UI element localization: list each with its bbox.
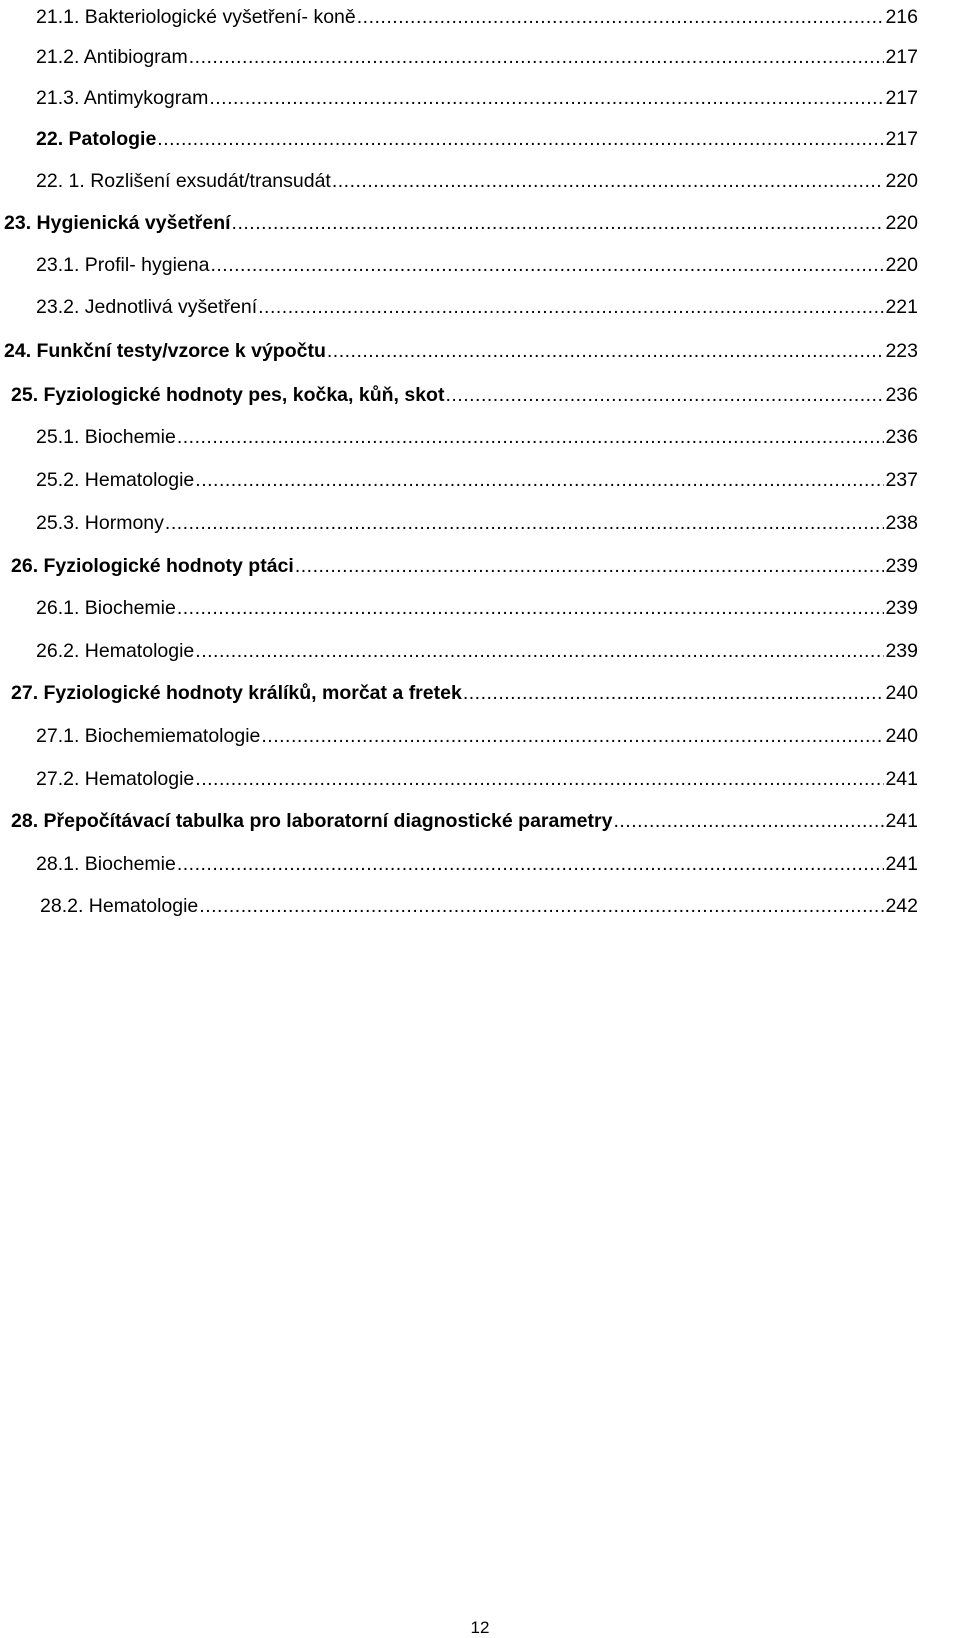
toc-entry-page: 239: [885, 640, 918, 662]
toc-dot-leader: [445, 378, 884, 412]
toc-dot-leader: [195, 463, 884, 497]
toc-entry[interactable]: [36, 248, 918, 282]
toc-entry-title: 26.1. Biochemie: [36, 597, 176, 619]
toc-entry-page: 240: [885, 725, 918, 747]
toc-dot-leader: [195, 762, 884, 796]
toc-entry-page: 241: [885, 768, 918, 790]
toc-entry-title: 21.3. Antimykogram: [36, 87, 209, 109]
toc-dot-leader: [209, 81, 884, 115]
toc-entry[interactable]: [36, 463, 918, 497]
toc-entry-title: 27.2. Hematologie: [36, 768, 195, 790]
toc-entry[interactable]: [4, 334, 918, 368]
toc-entry[interactable]: [36, 40, 918, 74]
toc-entry-title: 25. Fyziologické hodnoty pes, kočka, kůň, skot: [11, 384, 445, 406]
toc-entry[interactable]: [36, 0, 918, 34]
toc-dot-leader: [195, 634, 884, 668]
toc-entry[interactable]: [36, 122, 918, 156]
toc-dot-leader: [177, 847, 885, 881]
toc-entry-title: 23.2. Jednotlivá vyšetření: [36, 296, 258, 318]
toc-dot-leader: [177, 591, 885, 625]
toc-entry-title: 25.2. Hematologie: [36, 469, 195, 491]
toc-dot-leader: [157, 122, 884, 156]
toc-entry[interactable]: [36, 719, 918, 753]
toc-dot-leader: [357, 0, 885, 34]
toc-entry-title: 22. Patologie: [36, 128, 157, 150]
toc-entry-title: 28.1. Biochemie: [36, 853, 176, 875]
toc-entry-page: 236: [885, 384, 918, 406]
toc-entry-page: 221: [885, 296, 918, 318]
toc-entry[interactable]: [40, 889, 918, 923]
toc-entry[interactable]: [36, 634, 918, 668]
toc-dot-leader: [177, 420, 885, 454]
toc-entry-page: 236: [885, 426, 918, 448]
toc-entry[interactable]: [36, 164, 918, 198]
toc-entry-page: 239: [885, 597, 918, 619]
toc-entry-page: 239: [885, 555, 918, 577]
toc-entry[interactable]: [36, 420, 918, 454]
toc-dot-leader: [189, 40, 885, 74]
toc-entry-title: 26. Fyziologické hodnoty ptáci: [11, 555, 294, 577]
toc-entry-title: 25.1. Biochemie: [36, 426, 176, 448]
toc-dot-leader: [295, 549, 885, 583]
toc-dot-leader: [613, 804, 884, 838]
toc-entry-title: 21.1. Bakteriologické vyšetření- koně: [36, 6, 356, 28]
page-number: 12: [470, 1618, 490, 1637]
toc-entry[interactable]: [36, 81, 918, 115]
toc-entry-page: 223: [885, 340, 918, 362]
toc-entry[interactable]: [4, 206, 918, 240]
toc-entry-title: 26.2. Hematologie: [36, 640, 195, 662]
toc-dot-leader: [261, 719, 884, 753]
toc-entry-page: 220: [885, 170, 918, 192]
toc-entry-page: 216: [885, 6, 918, 28]
toc-entry-page: 238: [885, 512, 918, 534]
toc-dot-leader: [258, 290, 884, 324]
toc-entry-page: 240: [885, 682, 918, 704]
toc-entry-page: 237: [885, 469, 918, 491]
toc-entry[interactable]: [36, 591, 918, 625]
toc-entry-page: 220: [885, 212, 918, 234]
toc-entry-page: 220: [885, 254, 918, 276]
toc-dot-leader: [232, 206, 885, 240]
toc-entry-page: 217: [885, 128, 918, 150]
toc-entry[interactable]: [11, 549, 918, 583]
toc-entry-page: 241: [885, 810, 918, 832]
toc-entry[interactable]: [11, 804, 918, 838]
toc-entry[interactable]: [36, 506, 918, 540]
toc-entry-title: 23. Hygienická vyšetření: [4, 212, 231, 234]
toc-entry-title: 25.3. Hormony: [36, 512, 164, 534]
toc-entry-title: 27.1. Biochemiematologie: [36, 725, 261, 747]
toc-dot-leader: [210, 248, 884, 282]
toc-entry[interactable]: [11, 676, 918, 710]
toc-dot-leader: [199, 889, 884, 923]
toc-entry-page: 242: [885, 895, 918, 917]
toc-entry[interactable]: [11, 378, 918, 412]
toc-entry-title: 23.1. Profil- hygiena: [36, 254, 210, 276]
toc-dot-leader: [327, 334, 885, 368]
toc-dot-leader: [463, 676, 885, 710]
toc-entry[interactable]: [36, 762, 918, 796]
toc-entry-page: 217: [885, 46, 918, 68]
toc-entry-title: 24. Funkční testy/vzorce k výpočtu: [4, 340, 326, 362]
toc-entry-title: 21.2. Antibiogram: [36, 46, 188, 68]
toc-entry[interactable]: [36, 847, 918, 881]
toc-entry-title: 27. Fyziologické hodnoty králíků, morčat a fretek: [11, 682, 462, 704]
toc-entry-page: 241: [885, 853, 918, 875]
toc-entry[interactable]: [36, 290, 918, 324]
toc-dot-leader: [332, 164, 885, 198]
toc-entry-title: 28. Přepočítávací tabulka pro laboratorní diagnostické parametry: [11, 810, 613, 832]
toc-dot-leader: [165, 506, 885, 540]
toc-entry-page: 217: [885, 87, 918, 109]
toc-entry-title: 28.2. Hematologie: [40, 895, 199, 917]
toc-entry-title: 22. 1. Rozlišení exsudát/transudát: [36, 170, 331, 192]
